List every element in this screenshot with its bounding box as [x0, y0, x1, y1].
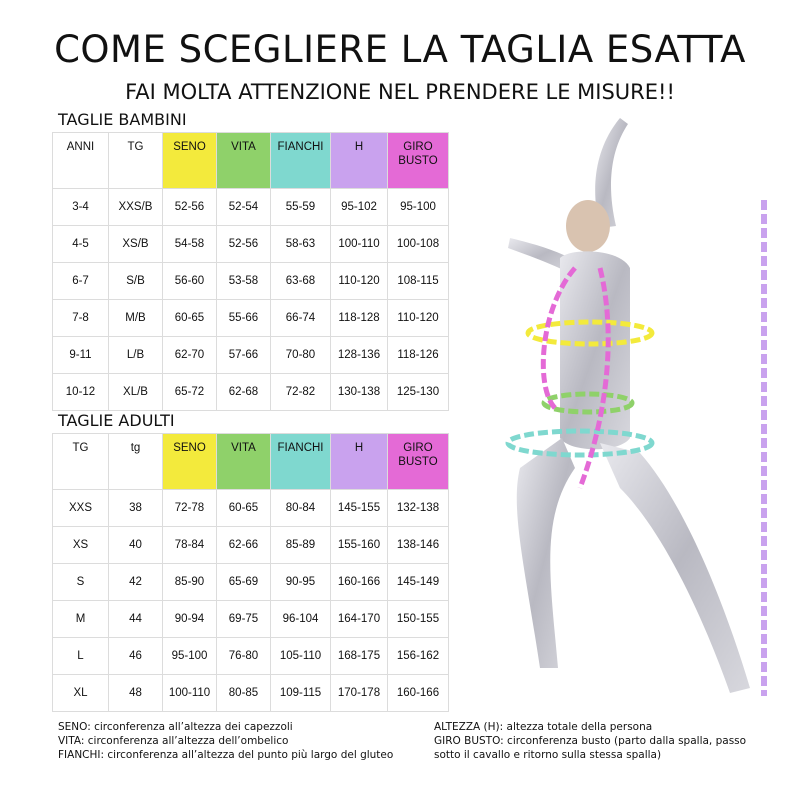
header-col-h: H	[331, 133, 388, 189]
table-cell: 132-138	[388, 490, 449, 527]
table-cell: 156-162	[388, 638, 449, 675]
table-cell: 53-58	[217, 263, 271, 300]
table-cell: 48	[109, 675, 163, 712]
table-row	[53, 337, 449, 374]
measurement-notes-left	[58, 720, 393, 762]
table-cell: S	[53, 564, 109, 601]
table-cell: 7-8	[53, 300, 109, 337]
table-cell: L/B	[109, 337, 163, 374]
table-cell: 95-100	[163, 638, 217, 675]
header-col-seno: SENO	[163, 434, 217, 490]
table-cell: 150-155	[388, 601, 449, 638]
table-cell: 125-130	[388, 374, 449, 411]
table-header-row	[53, 434, 449, 490]
table-cell: 160-166	[331, 564, 388, 601]
table-cell: 9-11	[53, 337, 109, 374]
table-cell: 100-108	[388, 226, 449, 263]
table-cell: 118-126	[388, 337, 449, 374]
header-col-fianchi: FIANCHI	[271, 434, 331, 490]
table-cell: 100-110	[331, 226, 388, 263]
kids-section-label: TAGLIE BAMBINI	[58, 110, 187, 129]
table-cell: 46	[109, 638, 163, 675]
note-seno: SENO: circonferenza all’altezza dei capezzoli	[58, 721, 293, 733]
note-giro-busto-cont: sotto il cavallo e ritorno sulla stessa spalla)	[434, 749, 662, 761]
table-cell: 4-5	[53, 226, 109, 263]
table-cell: 170-178	[331, 675, 388, 712]
table-header-row	[53, 133, 449, 189]
table-cell: 56-60	[163, 263, 217, 300]
header-col-fianchi: FIANCHI	[271, 133, 331, 189]
table-cell: 10-12	[53, 374, 109, 411]
table-cell: 69-75	[217, 601, 271, 638]
table-cell: 95-102	[331, 189, 388, 226]
table-cell: 3-4	[53, 189, 109, 226]
table-cell: 62-66	[217, 527, 271, 564]
note-fianchi: FIANCHI: circonferenza all’altezza del punto più largo del gluteo	[58, 749, 394, 761]
table-cell: 105-110	[271, 638, 331, 675]
table-cell: 65-72	[163, 374, 217, 411]
table-cell: 55-59	[271, 189, 331, 226]
table-cell: M	[53, 601, 109, 638]
table-cell: 55-66	[217, 300, 271, 337]
table-cell: 108-115	[388, 263, 449, 300]
table-row	[53, 189, 449, 226]
table-cell: XL	[53, 675, 109, 712]
table-cell: 118-128	[331, 300, 388, 337]
table-cell: 90-94	[163, 601, 217, 638]
table-cell: 72-78	[163, 490, 217, 527]
table-cell: 85-89	[271, 527, 331, 564]
table-cell: 168-175	[331, 638, 388, 675]
page-subtitle: FAI MOLTA ATTENZIONE NEL PRENDERE LE MISURE!!	[125, 80, 675, 104]
header-col-h: H	[331, 434, 388, 490]
header-col-giro-busto: GIRO BUSTO	[388, 434, 449, 490]
table-cell: 85-90	[163, 564, 217, 601]
table-cell: 130-138	[331, 374, 388, 411]
header-col-vita: VITA	[217, 434, 271, 490]
table-row	[53, 374, 449, 411]
table-cell: 58-63	[271, 226, 331, 263]
measurement-notes-right	[434, 720, 746, 762]
table-cell: 60-65	[217, 490, 271, 527]
dancer-measurement-figure	[480, 108, 780, 708]
table-cell: 52-56	[217, 226, 271, 263]
table-row	[53, 675, 449, 712]
table-cell: 62-68	[217, 374, 271, 411]
table-row	[53, 527, 449, 564]
note-vita: VITA: circonferenza all’altezza dell’ombelico	[58, 735, 289, 747]
table-cell: 66-74	[271, 300, 331, 337]
table-cell: L	[53, 638, 109, 675]
table-cell: 42	[109, 564, 163, 601]
table-cell: 96-104	[271, 601, 331, 638]
note-altezza: ALTEZZA (H): altezza totale della persona	[434, 721, 653, 733]
adults-size-table	[52, 433, 449, 712]
table-cell: 138-146	[388, 527, 449, 564]
header-col-anni: ANNI	[53, 133, 109, 189]
kids-size-table	[52, 132, 449, 411]
table-cell: 44	[109, 601, 163, 638]
table-cell: 109-115	[271, 675, 331, 712]
table-cell: XS/B	[109, 226, 163, 263]
table-cell: 90-95	[271, 564, 331, 601]
table-cell: XXS/B	[109, 189, 163, 226]
table-cell: 155-160	[331, 527, 388, 564]
table-cell: 62-70	[163, 337, 217, 374]
table-row	[53, 263, 449, 300]
table-cell: 145-149	[388, 564, 449, 601]
table-cell: 52-54	[217, 189, 271, 226]
table-cell: 54-58	[163, 226, 217, 263]
table-cell: 100-110	[163, 675, 217, 712]
table-cell: 95-100	[388, 189, 449, 226]
table-cell: 60-65	[163, 300, 217, 337]
page-title: COME SCEGLIERE LA TAGLIA ESATTA	[54, 28, 746, 71]
table-cell: 110-120	[331, 263, 388, 300]
table-cell: 70-80	[271, 337, 331, 374]
table-cell: XXS	[53, 490, 109, 527]
table-cell: 164-170	[331, 601, 388, 638]
table-cell: 65-69	[217, 564, 271, 601]
table-cell: 6-7	[53, 263, 109, 300]
table-cell: 80-85	[217, 675, 271, 712]
table-cell: 72-82	[271, 374, 331, 411]
table-row	[53, 300, 449, 337]
header-col-giro-busto: GIRO BUSTO	[388, 133, 449, 189]
table-cell: 63-68	[271, 263, 331, 300]
table-cell: 78-84	[163, 527, 217, 564]
table-cell: XL/B	[109, 374, 163, 411]
header-col-tg: TG	[109, 133, 163, 189]
adults-section-label: TAGLIE ADULTI	[58, 411, 175, 430]
table-cell: 38	[109, 490, 163, 527]
table-cell: 52-56	[163, 189, 217, 226]
table-cell: 110-120	[388, 300, 449, 337]
table-cell: 40	[109, 527, 163, 564]
table-cell: S/B	[109, 263, 163, 300]
header-col-seno: SENO	[163, 133, 217, 189]
table-row	[53, 490, 449, 527]
header-col-anni: TG	[53, 434, 109, 490]
table-row	[53, 638, 449, 675]
table-row	[53, 226, 449, 263]
table-cell: 76-80	[217, 638, 271, 675]
table-row	[53, 601, 449, 638]
table-cell: 145-155	[331, 490, 388, 527]
note-giro-busto: GIRO BUSTO: circonferenza busto (parto dalla spalla, passo	[434, 735, 747, 747]
header-col-vita: VITA	[217, 133, 271, 189]
table-cell: 80-84	[271, 490, 331, 527]
table-cell: 128-136	[331, 337, 388, 374]
table-cell: XS	[53, 527, 109, 564]
table-cell: 160-166	[388, 675, 449, 712]
table-row	[53, 564, 449, 601]
table-cell: M/B	[109, 300, 163, 337]
header-col-tg: tg	[109, 434, 163, 490]
table-cell: 57-66	[217, 337, 271, 374]
